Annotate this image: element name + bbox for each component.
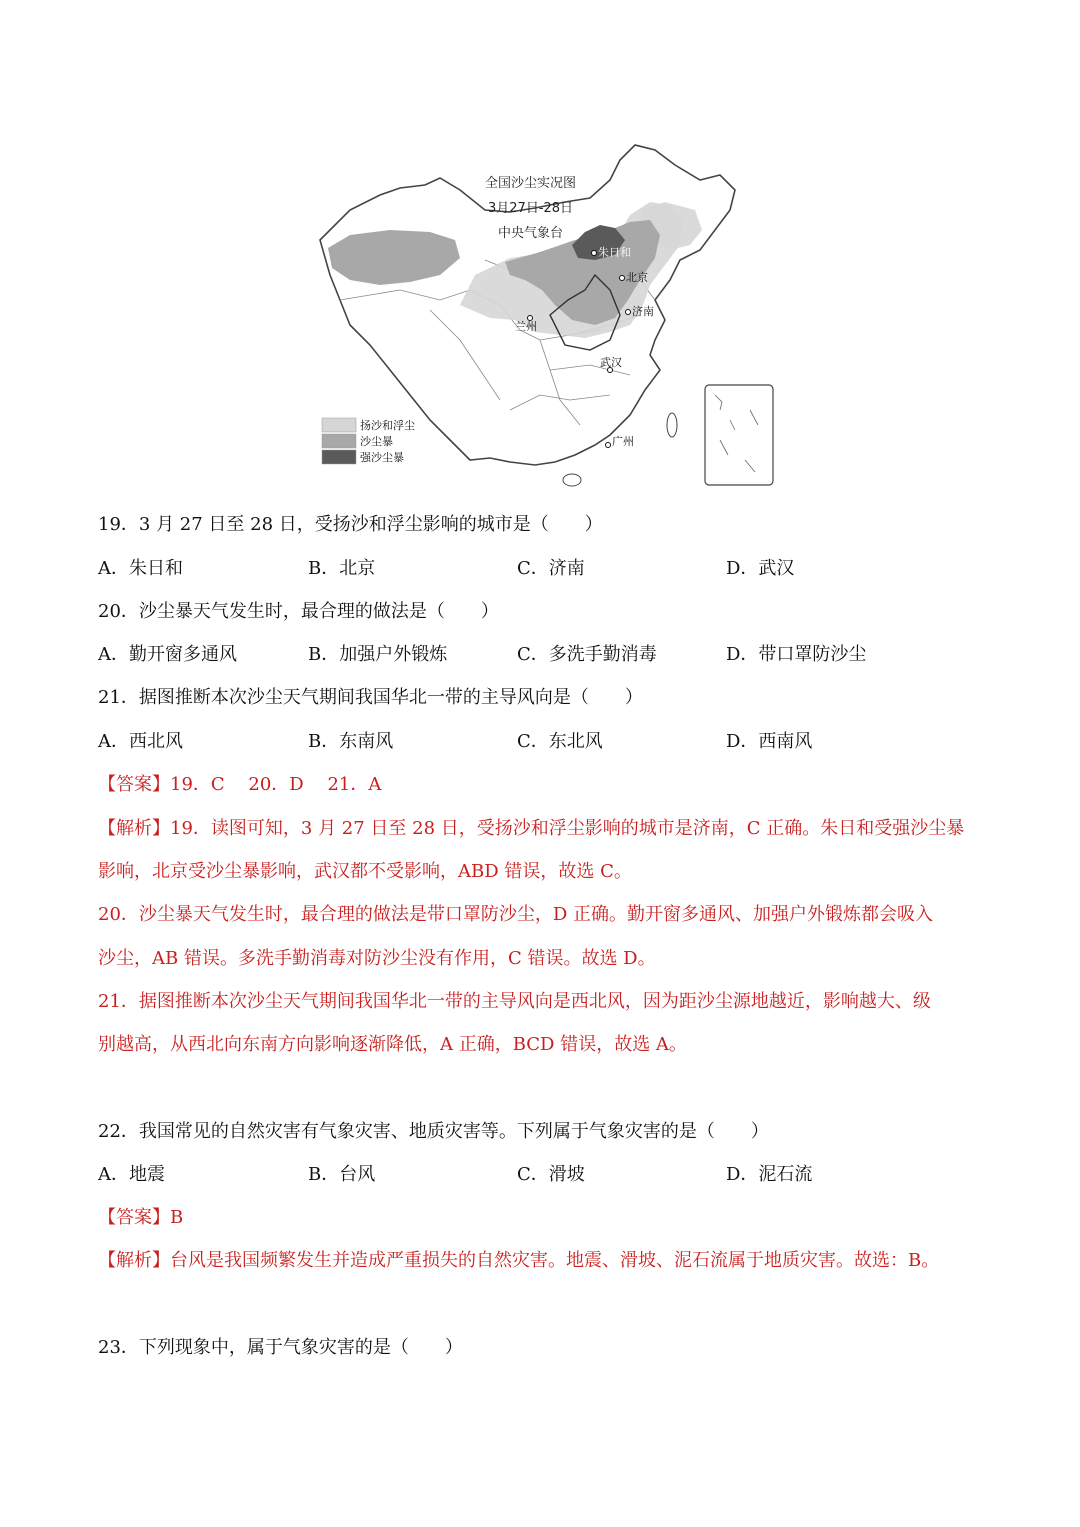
question-23-stem: 23．下列现象中，属于气象灾害的是（ ） [98,1337,463,1358]
q21-option-b: B．东南风 [308,731,394,752]
analysis-text: 19．读图可知，3 月 27 日至 28 日，受扬沙和浮尘影响的城市是济南，C 正确。朱日和受强沙尘暴 [170,818,965,839]
q22-option-d: D．泥石流 [726,1164,813,1185]
city-label-wuhan: 武汉 [600,356,622,369]
answer-tag: 【答案】 [98,774,170,795]
q20-option-a: A．勤开窗多通风 [98,644,237,665]
q21-option-c: C．东北风 [517,731,603,752]
question-22-stem: 22．我国常见的自然灾害有气象灾害、地质灾害等。下列属于气象灾害的是（ ） [98,1121,769,1142]
china-dust-map [310,140,780,500]
analysis-text: 台风是我国频繁发生并造成严重损失的自然灾害。地震、滑坡、泥石流属于地质灾害。故选：B。 [170,1250,940,1271]
question-19-options [98,557,978,581]
map-title-line-3: 中央气象台 [498,226,564,241]
q19-option-c: C．济南 [517,558,585,579]
q22-option-a: A．地震 [98,1164,165,1185]
legend-label-light: 扬沙和浮尘 [360,419,415,432]
legend-swatch-light [322,418,356,432]
analysis-19-line-2: 影响，北京受沙尘暴影响，武汉都不受影响，ABD 错误，故选 C。 [98,861,632,882]
question-21-options [98,730,978,754]
hainan-island [563,474,581,486]
city-label-zhurihe: 朱日和 [598,246,631,259]
city-label-jinan: 济南 [632,305,654,318]
q20-option-d: D．带口罩防沙尘 [726,644,867,665]
q21-option-a: A．西北风 [98,731,183,752]
taiwan-island [667,413,677,437]
answer-22 [98,1206,183,1230]
q19-option-a: A．朱日和 [98,558,183,579]
legend-label-strong: 强沙尘暴 [360,451,404,464]
legend-swatch-strong [322,450,356,464]
city-label-beijing: 北京 [626,271,648,284]
q19-option-b: B．北京 [308,558,376,579]
answer-text: B [170,1207,184,1228]
analysis-20-line-1: 20．沙尘暴天气发生时，最合理的做法是带口罩防沙尘，D 正确。勤开窗多通风、加强户外锻炼都会吸入 [98,904,934,925]
analysis-20-line-2: 沙尘，AB 错误。多洗手勤消毒对防沙尘没有作用，C 错误。故选 D。 [98,948,656,969]
city-label-guangzhou: 广州 [612,435,634,448]
q20-option-b: B．加强户外锻炼 [308,644,448,665]
analysis-21-line-2: 别越高，从西北向东南方向影响逐渐降低，A 正确，BCD 错误，故选 A。 [98,1034,687,1055]
map-title-line-2: 3月27日-28日 [488,201,574,216]
q22-option-b: B．台风 [308,1164,376,1185]
answer-text: 19．C 20．D 21．A [170,774,382,795]
q20-option-c: C．多洗手勤消毒 [517,644,657,665]
analysis-21-line-1: 21．据图推断本次沙尘天气期间我国华北一带的主导风向是西北风，因为距沙尘源地越近，影响越大、级 [98,991,931,1012]
analysis-19-line-1 [98,817,964,841]
question-21-stem: 21．据图推断本次沙尘天气期间我国华北一带的主导风向是（ ） [98,687,643,708]
question-20-options [98,643,978,667]
map-title-line-1: 全国沙尘实况图 [485,176,577,191]
question-19-stem: 19．3 月 27 日至 28 日，受扬沙和浮尘影响的城市是（ ） [98,514,603,535]
analysis-tag: 【解析】 [98,1250,170,1271]
analysis-tag: 【解析】 [98,818,170,839]
question-20-stem: 20．沙尘暴天气发生时，最合理的做法是（ ） [98,601,499,622]
city-label-lanzhou: 兰州 [515,320,537,333]
map-legend [322,418,415,464]
dust-map-figure [310,140,780,500]
legend-label-medium: 沙尘暴 [360,435,393,448]
answer-19-21 [98,773,381,797]
analysis-22 [98,1249,939,1273]
q19-option-d: D．武汉 [726,558,795,579]
legend-swatch-medium [322,434,356,448]
south-china-sea-inset [705,385,773,485]
q22-option-c: C．滑坡 [517,1164,585,1185]
question-22-options [98,1163,978,1187]
q21-option-d: D．西南风 [726,731,813,752]
answer-tag: 【答案】 [98,1207,170,1228]
